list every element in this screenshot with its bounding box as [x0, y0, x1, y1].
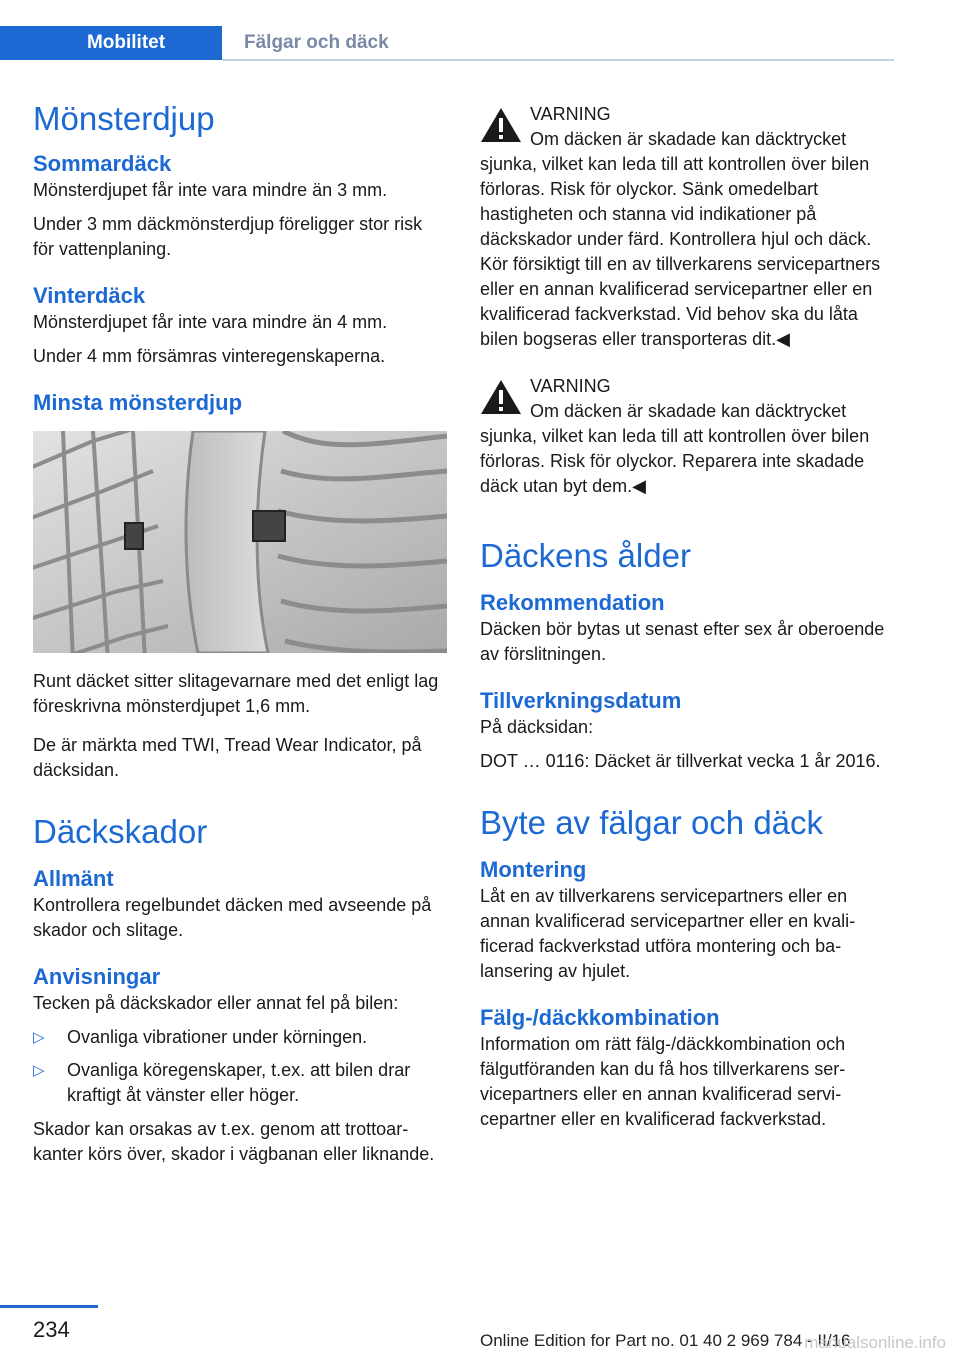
warning-icon [480, 106, 522, 144]
tire-tread-illustration [33, 431, 447, 653]
right-column [480, 102, 894, 1141]
heading-byte-av-falgar: Byte av fälgar och däck [480, 804, 824, 841]
triangle-bullet-icon: ▷ [33, 1062, 45, 1079]
footer-accent-line [0, 1305, 98, 1308]
heading-minsta-monsterdjup: Minsta mönsterdjup [33, 390, 243, 415]
heading-rekommendation: Rekommendation [480, 590, 665, 615]
warning-text: sjunka, vilket kan leda till att kontrollen över bilen förloras. Risk för olyckor. Reparera inte skadade däck utan byt dem.◀ [480, 426, 870, 496]
tire-tread-image [33, 431, 447, 653]
left-column [33, 96, 447, 1176]
heading-falg-dackkombination: Fälg-/däckkombination [480, 1005, 720, 1030]
warning-box [480, 374, 894, 499]
paragraph: De är märkta med TWI, Tread Wear Indicator, på däcksidan. [33, 735, 422, 780]
heading-dackens-alder: Däckens ålder [480, 537, 691, 574]
paragraph: På däcksidan: [480, 717, 594, 737]
paragraph: Däcken bör bytas ut senast efter sex år oberoende av förslitningen. [480, 619, 885, 664]
paragraph: Tecken på däckskador eller annat fel på bilen: [33, 993, 399, 1013]
paragraph: Under 3 mm däckmönsterdjup föreligger stor risk för vattenplaning. [33, 214, 423, 259]
tab-falgar-och-dack[interactable]: Fälgar och däck [222, 26, 422, 60]
tab-mobilitet-label: Mobilitet [86, 32, 166, 53]
paragraph: Låt en av tillverkarens servicepartners eller en annan kvalificerad servicepartner eller en kvalificerad fackverkstad utföra montering och balansering av hjulet. [480, 886, 856, 981]
page-number: 234 [33, 1317, 70, 1342]
list-item-text: Ovanliga vibrationer under körningen. [67, 1027, 368, 1047]
warning-box [480, 102, 894, 352]
paragraph: DOT … 0116: Däcket är tillverkat vecka 1 år 2016. [480, 751, 881, 771]
warning-first-line: Om däcken är skadade kan däcktrycket [530, 129, 847, 149]
paragraph: Mönsterdjupet får inte vara mindre än 4 mm. [33, 312, 388, 332]
heading-allmant: Allmänt [33, 866, 114, 891]
heading-vinterdack: Vinterdäck [33, 283, 146, 308]
heading-dackskador: Däckskador [33, 813, 208, 850]
heading-anvisningar: Anvisningar [33, 964, 161, 989]
paragraph: Skador kan orsakas av t.ex. genom att trottoarkanter körs över, skador i vägbanan eller liknande. [33, 1119, 435, 1164]
heading-tillverkningsdatum: Tillverkningsdatum [480, 688, 682, 713]
triangle-bullet-icon: ▷ [33, 1029, 45, 1046]
heading-sommardack: Sommardäck [33, 151, 172, 176]
warning-title: VARNING [530, 376, 611, 396]
warning-icon [480, 378, 522, 416]
warning-text: sjunka, vilket kan leda till att kontrollen över bilen förloras. Risk för olyckor. Sänk omedelbart hastigheten och stanna vid indikationer på däckskador under färd. Kontrollera hjul och däck. Kör försiktigt till en av tillverkarens servicepartners eller en annan kvalificerad servicepartner eller en kvalificerad fackverkstad. Vid behov ska du låta bilen bogseras eller transporteras dit.◀ [480, 154, 881, 349]
warning-first-line: Om däcken är skadade kan däcktrycket [530, 401, 847, 421]
warning-title: VARNING [530, 104, 611, 124]
paragraph: Under 4 mm försämras vinteregenskaperna. [33, 346, 386, 366]
heading-monsterdjup: Mönsterdjup [33, 100, 215, 137]
paragraph: Kontrollera regelbundet däcken med avseende på skador och slitage. [33, 895, 432, 940]
heading-montering: Montering [480, 857, 587, 882]
tab-mobilitet[interactable] [0, 26, 222, 60]
list-item-text: Ovanliga köregenskaper, t.ex. att bilen drar kraftigt åt vänster eller höger. [67, 1060, 411, 1105]
header-divider [222, 59, 894, 61]
watermark: manualsonline.info [804, 1333, 946, 1352]
list-item [33, 1058, 447, 1108]
paragraph: Runt däcket sitter slitagevarnare med det enligt lag föreskrivna mönsterdjupet 1,6 mm. [33, 671, 439, 716]
edition-text: Online Edition for Part no. 01 40 2 969 784 - II/16 [480, 1331, 851, 1350]
paragraph: Information om rätt fälg-/däckkombination och fälgutföranden kan du få hos tillverkarens servicepartners eller en annan kvalificerad servicepartner eller en kvalificerad fackverkstad. [480, 1034, 846, 1129]
list-item [33, 1025, 447, 1050]
paragraph: Mönsterdjupet får inte vara mindre än 3 mm. [33, 180, 388, 200]
symptom-list [33, 1025, 447, 1108]
